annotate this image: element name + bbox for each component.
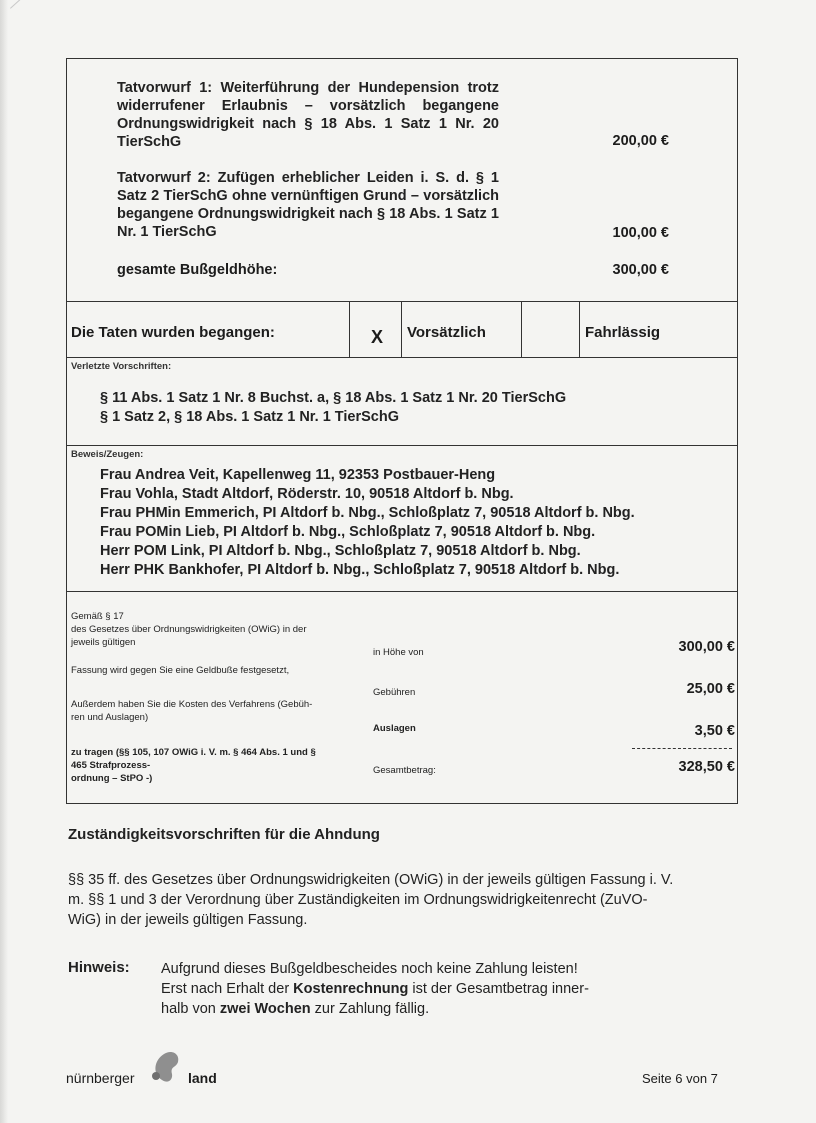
intent-label: Die Taten wurden begangen: (71, 324, 275, 341)
jurisdiction-line: m. §§ 1 und 3 der Verordnung über Zuständigkeiten im Ordnungswidrigkeitenrecht (ZuVO- (68, 892, 648, 908)
decision-table (66, 58, 738, 804)
fee-text: des Gesetzes über Ordnungswidrigkeiten (OWiG) in der (71, 624, 307, 635)
note-text-part: ist der Gesamtbetrag inner- (408, 981, 589, 997)
witness-line: Frau Andrea Veit, Kapellenweg 11, 92353 Postbauer-Heng (100, 467, 496, 483)
note-text-part: Erst nach Erhalt der (161, 981, 294, 997)
total-fine-amount: 300,00 € (612, 262, 669, 278)
offense-2-text: Tatvorwurf 2: Zufügen erheblicher Leiden i. S. d. § 1 Satz 2 TierSchG ohne vernünftigen Grund – vorsätzlich begangene Ordnungswidrigkeit nach § 18 Abs. 1 Satz 1 Nr. 1 TierSchG (117, 170, 499, 240)
divider (349, 301, 350, 357)
note-text (161, 959, 589, 1019)
page-number: Seite 6 von 7 (642, 1071, 718, 1086)
total-fine-label: gesamte Bußgeldhöhe: (117, 262, 278, 278)
note-label: Hinweis: (68, 959, 130, 976)
logo-text-right: land (188, 1070, 217, 1086)
jurisdiction-text (68, 870, 740, 930)
witness-line: Herr POM Link, PI Altdorf b. Nbg., Schloßplatz 7, 90518 Altdorf b. Nbg. (100, 543, 581, 559)
intent-option-vorsaetzlich: Vorsätzlich (407, 324, 486, 341)
note-line (161, 999, 589, 1019)
witness-line: Herr PHK Bankhofer, PI Altdorf b. Nbg., Schloßplatz 7, 90518 Altdorf b. Nbg. (100, 562, 620, 578)
divider (579, 301, 580, 357)
fee-text: Außerdem haben Sie die Kosten des Verfahrens (Gebüh- (71, 699, 313, 710)
note-text-part: zur Zahlung fällig. (310, 1001, 430, 1017)
offense-2-amount: 100,00 € (612, 225, 669, 241)
fee-text: zu tragen (§§ 105, 107 OWiG i. V. m. § 464 Abs. 1 und § (71, 747, 316, 758)
divider (401, 301, 402, 357)
note-emphasis: Kostenrechnung (293, 981, 409, 997)
expenses-label: Auslagen (373, 723, 416, 734)
witness-line: Frau PHMin Emmerich, PI Altdorf b. Nbg., Schloßplatz 7, 90518 Altdorf b. Nbg. (100, 505, 635, 521)
fees-label: Gebühren (373, 687, 416, 698)
divider (67, 301, 737, 302)
divider (67, 357, 737, 358)
grand-total-value: 328,50 € (678, 759, 735, 775)
jurisdiction-line: WiG) in der jeweils gültigen Fassung. (68, 912, 308, 928)
divider (67, 591, 737, 592)
note-text-part: halb von (161, 1001, 220, 1017)
fee-text: Gemäß § 17 (71, 611, 124, 622)
intent-option-fahrlaessig: Fahrlässig (585, 324, 661, 341)
note-line: Aufgrund dieses Bußgeldbescheides noch keine Zahlung leisten! (161, 961, 578, 977)
witness-line: Frau POMin Lieb, PI Altdorf b. Nbg., Schloßplatz 7, 90518 Altdorf b. Nbg. (100, 524, 596, 540)
logo-mark-icon (148, 1046, 188, 1086)
logo-text-left: nürnberger (66, 1070, 135, 1086)
divider (521, 301, 522, 357)
fee-text: 465 Strafprozess- (71, 760, 151, 771)
fee-text: Fassung wird gegen Sie eine Geldbuße festgesetzt, (71, 665, 290, 676)
offense-1-text: Tatvorwurf 1: Weiterführung der Hundepension trotz widerrufener Erlaubnis – vorsätzlich begangene Ordnungswidrigkeit nach § 18 Abs. 1 Satz 1 Nr. 20 TierSchG (117, 80, 499, 150)
fees-value: 25,00 € (686, 681, 735, 697)
expenses-value: 3,50 € (694, 723, 735, 739)
divider (67, 445, 737, 446)
violation-line: § 1 Satz 2, § 18 Abs. 1 Satz 1 Nr. 1 TierSchG (100, 409, 400, 425)
witnesses-title: Beweis/Zeugen: (71, 449, 144, 460)
scan-mark (10, 0, 63, 9)
violation-line: § 11 Abs. 1 Satz 1 Nr. 8 Buchst. a, § 18 Abs. 1 Satz 1 Nr. 20 TierSchG (100, 390, 567, 406)
sum-rule (632, 748, 732, 749)
fine-value: 300,00 € (678, 639, 735, 655)
grand-total-label: Gesamtbetrag: (373, 765, 436, 776)
jurisdiction-line: §§ 35 ff. des Gesetzes über Ordnungswidrigkeiten (OWiG) in der jeweils gültigen Fassung i. V. (68, 872, 674, 888)
fee-text: ren und Auslagen) (71, 712, 149, 723)
fee-text: jeweils gültigen (71, 637, 136, 648)
page-shadow (0, 0, 8, 1123)
fee-text: ordnung – StPO -) (71, 773, 153, 784)
violations-title: Verletzte Vorschriften: (71, 361, 172, 372)
witness-line: Frau Vohla, Stadt Altdorf, Röderstr. 10, 90518 Altdorf b. Nbg. (100, 486, 514, 502)
fine-label: in Höhe von (373, 647, 424, 658)
offense-1-amount: 200,00 € (612, 133, 669, 149)
note-emphasis: zwei Wochen (219, 1001, 311, 1017)
note-line (161, 979, 589, 999)
intent-checkbox-mark: X (371, 327, 384, 347)
jurisdiction-heading: Zuständigkeitsvorschriften für die Ahndung (68, 826, 380, 843)
